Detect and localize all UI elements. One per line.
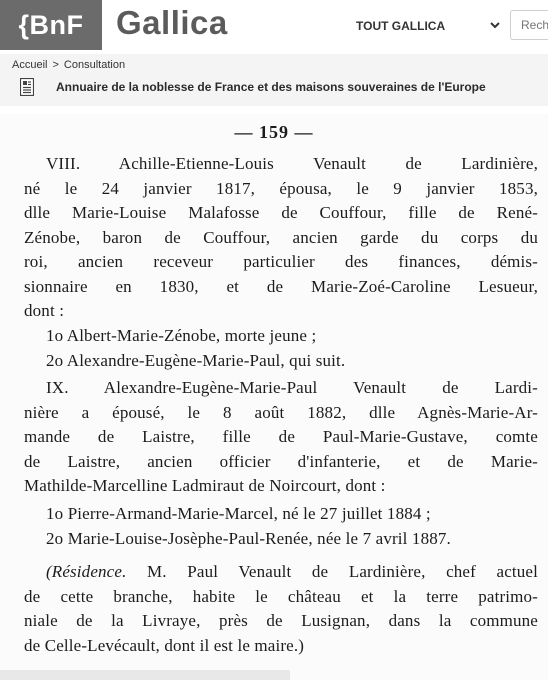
text-line: Zénobe, baron de Couffour, ancien garde du corps du [24,227,538,247]
text-line: niale de la Livraye, près de Lusignan, dans la commune [24,611,538,630]
document-icon [20,78,34,96]
document-title: Annuaire de la noblesse de France et des maisons souveraines de l'Europe [56,80,486,94]
text-line: 2o Alexandre-Eugène-Marie-Paul, qui suit. [46,350,346,370]
residence-note [24,560,538,658]
search-input[interactable] [510,10,548,40]
text-line: mande de Laistre, fille de Paul-Marie-Gustave, comte [24,427,538,446]
text-line: dont : [24,301,65,320]
gallica-site-name[interactable]: Gallica [116,4,228,41]
breadcrumb [12,59,125,71]
text-line: de Laistre, ancien officier d'infanterie, et de Marie- [24,451,538,471]
breadcrumb-separator: > [52,59,59,71]
text-line: nière a épousé, le 8 août 1882, dlle Agnès-Marie-Ar- [24,402,538,422]
breadcrumb-home-link[interactable]: Accueil [12,59,48,71]
residence-label: (Résidence. [46,562,127,581]
text-line: IX. Alexandre-Eugène-Marie-Paul Venault de Lardi- [46,378,538,397]
document-title-row [20,78,486,96]
scanned-page-viewer[interactable] [0,114,548,680]
search-scope-label: TOUT GALLICA [356,19,446,33]
viewer-scrollbar[interactable] [0,670,290,680]
text-line: 1o Pierre-Armand-Marie-Marcel, né le 27 juillet 1884 ; [46,504,431,523]
text-line [24,560,538,585]
site-header [0,0,548,50]
residence-line-text: M. Paul Venault de Lardinière, chef actuel [126,562,538,581]
text-line: né le 24 janvier 1817, épousa, le 9 janvier 1853, [24,178,538,198]
bnf-logo[interactable] [0,0,102,50]
entry-viii-children [24,324,538,373]
text-line: sionnaire en 1830, et de Marie-Zoé-Caroline Lesueur, [24,276,538,296]
chevron-down-icon [490,20,504,32]
text-line: 2o Marie-Louise-Josèphe-Paul-Renée, née le 7 avril 1887. [46,528,451,548]
text-line: Mathilde-Marcelline Ladmiraut de Noircourt, dont : [24,476,386,495]
entry-ix [24,376,538,499]
search-scope-select[interactable] [346,14,504,38]
entry-ix-children [24,502,538,551]
bnf-logo-text: {BnF [18,9,84,40]
text-line: de cette branche, habite le château et la terre patrimo- [24,586,538,606]
text-line: dlle Marie-Louise Malafosse de Couffour, fille de René- [24,203,538,222]
entry-viii [24,152,538,324]
page-number: — 159 — [234,122,314,142]
text-line: roi, ancien receveur particulier des finances, démis- [24,252,538,271]
breadcrumb-current: Consultation [63,59,126,71]
text-line: 1o Albert-Marie-Zénobe, morte jeune ; [46,326,317,345]
breadcrumb-bar [0,54,548,106]
text-line: de Celle-Levécault, dont il est le maire.) [24,635,305,655]
text-line: VIII. Achille-Etienne-Louis Venault de Lardinière, [46,154,538,173]
